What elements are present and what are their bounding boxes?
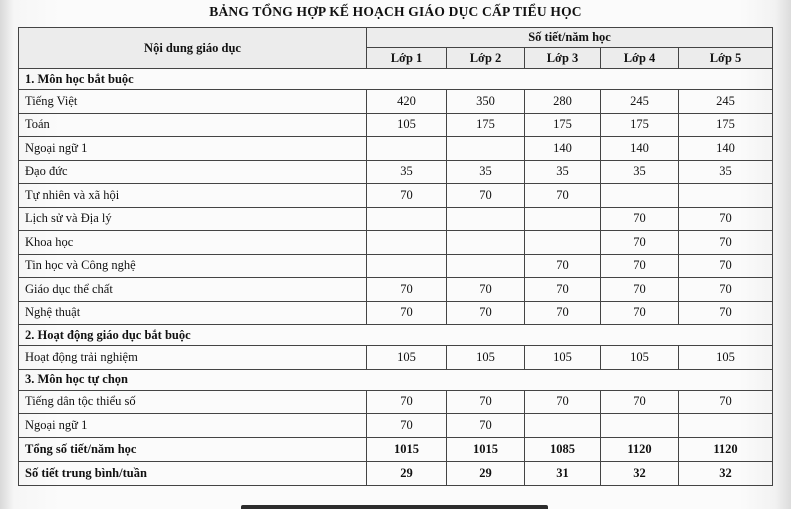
period-value: 70 [447, 414, 525, 438]
period-value: 70 [525, 184, 601, 208]
total-value: 1015 [447, 437, 525, 461]
total-value: 29 [447, 461, 525, 485]
total-label: Tổng số tiết/năm học [19, 437, 367, 461]
period-value: 105 [367, 113, 447, 137]
period-value [447, 207, 525, 231]
period-value: 175 [525, 113, 601, 137]
total-value: 31 [525, 461, 601, 485]
subject-name: Hoạt động trải nghiệm [19, 346, 367, 370]
period-value: 70 [679, 390, 773, 414]
period-value: 70 [447, 390, 525, 414]
subject-name: Tiếng Việt [19, 90, 367, 114]
section-title: 1. Môn học bắt buộc [19, 69, 773, 90]
subject-name: Lịch sử và Địa lý [19, 207, 367, 231]
subject-name: Đạo đức [19, 160, 367, 184]
period-value [601, 414, 679, 438]
total-value: 29 [367, 461, 447, 485]
period-value: 70 [367, 301, 447, 325]
period-value [601, 184, 679, 208]
period-value: 140 [525, 137, 601, 161]
period-value: 70 [367, 390, 447, 414]
table-row [19, 113, 773, 137]
periods-column-header: Số tiết/năm học [367, 28, 773, 48]
period-value [525, 207, 601, 231]
period-value: 70 [601, 231, 679, 255]
grade-header: Lớp 4 [601, 48, 679, 69]
period-value [367, 137, 447, 161]
period-value: 175 [601, 113, 679, 137]
table-row [19, 346, 773, 370]
period-value [679, 184, 773, 208]
period-value: 70 [679, 301, 773, 325]
period-value [679, 414, 773, 438]
period-value: 70 [679, 231, 773, 255]
education-plan-table [18, 27, 773, 486]
period-value: 105 [447, 346, 525, 370]
section-title: 2. Hoạt động giáo dục bắt buộc [19, 325, 773, 346]
subject-name: Ngoại ngữ 1 [19, 414, 367, 438]
grade-header: Lớp 2 [447, 48, 525, 69]
period-value: 70 [679, 254, 773, 278]
period-value: 70 [601, 278, 679, 302]
period-value: 70 [447, 278, 525, 302]
total-value: 1085 [525, 437, 601, 461]
period-value [525, 414, 601, 438]
section-title: 3. Môn học tự chọn [19, 369, 773, 390]
period-value [367, 207, 447, 231]
grade-header: Lớp 1 [367, 48, 447, 69]
section-row [19, 369, 773, 390]
content-column-header: Nội dung giáo dục [19, 28, 367, 69]
period-value [447, 254, 525, 278]
period-value: 70 [367, 278, 447, 302]
period-value: 70 [447, 301, 525, 325]
table-row [19, 207, 773, 231]
total-value: 1120 [601, 437, 679, 461]
section-row [19, 69, 773, 90]
period-value: 70 [525, 254, 601, 278]
period-value: 70 [525, 278, 601, 302]
period-value: 70 [679, 207, 773, 231]
period-value: 280 [525, 90, 601, 114]
period-value [525, 231, 601, 255]
subject-name: Tin học và Công nghệ [19, 254, 367, 278]
period-value: 70 [525, 301, 601, 325]
table-row [19, 160, 773, 184]
period-value: 35 [525, 160, 601, 184]
total-value: 1015 [367, 437, 447, 461]
period-value: 70 [679, 278, 773, 302]
period-value: 105 [601, 346, 679, 370]
subject-name: Ngoại ngữ 1 [19, 137, 367, 161]
total-row [19, 437, 773, 461]
subject-name: Khoa học [19, 231, 367, 255]
table-row [19, 414, 773, 438]
subject-name: Nghệ thuật [19, 301, 367, 325]
period-value: 35 [447, 160, 525, 184]
period-value: 35 [367, 160, 447, 184]
period-value: 420 [367, 90, 447, 114]
total-label: Số tiết trung bình/tuần [19, 461, 367, 485]
period-value: 70 [525, 390, 601, 414]
period-value [367, 254, 447, 278]
period-value: 175 [447, 113, 525, 137]
subject-name: Tiếng dân tộc thiểu số [19, 390, 367, 414]
table-row [19, 254, 773, 278]
period-value: 140 [601, 137, 679, 161]
period-value [447, 137, 525, 161]
period-value: 140 [679, 137, 773, 161]
period-value: 70 [447, 184, 525, 208]
period-value [367, 231, 447, 255]
page-title: BẢNG TỔNG HỢP KẾ HOẠCH GIÁO DỤC CẤP TIỂU HỌC [209, 4, 582, 19]
subject-name: Toán [19, 113, 367, 137]
period-value: 70 [601, 301, 679, 325]
period-value: 245 [601, 90, 679, 114]
period-value: 70 [601, 254, 679, 278]
period-value: 70 [601, 207, 679, 231]
total-value: 32 [679, 461, 773, 485]
period-value: 175 [679, 113, 773, 137]
grade-header: Lớp 5 [679, 48, 773, 69]
table-row [19, 301, 773, 325]
total-value: 32 [601, 461, 679, 485]
table-row [19, 90, 773, 114]
section-row [19, 325, 773, 346]
total-value: 1120 [679, 437, 773, 461]
period-value: 350 [447, 90, 525, 114]
period-value: 105 [367, 346, 447, 370]
table-row [19, 390, 773, 414]
table-row [19, 278, 773, 302]
period-value [447, 231, 525, 255]
period-value: 105 [525, 346, 601, 370]
period-value: 105 [679, 346, 773, 370]
subject-name: Tự nhiên và xã hội [19, 184, 367, 208]
table-row [19, 184, 773, 208]
period-value: 70 [367, 414, 447, 438]
period-value: 70 [601, 390, 679, 414]
total-row [19, 461, 773, 485]
table-row [19, 137, 773, 161]
subject-name: Giáo dục thể chất [19, 278, 367, 302]
period-value: 245 [679, 90, 773, 114]
grade-header: Lớp 3 [525, 48, 601, 69]
period-value: 35 [601, 160, 679, 184]
media-control-bar [241, 505, 548, 509]
period-value: 70 [367, 184, 447, 208]
period-value: 35 [679, 160, 773, 184]
table-row [19, 231, 773, 255]
